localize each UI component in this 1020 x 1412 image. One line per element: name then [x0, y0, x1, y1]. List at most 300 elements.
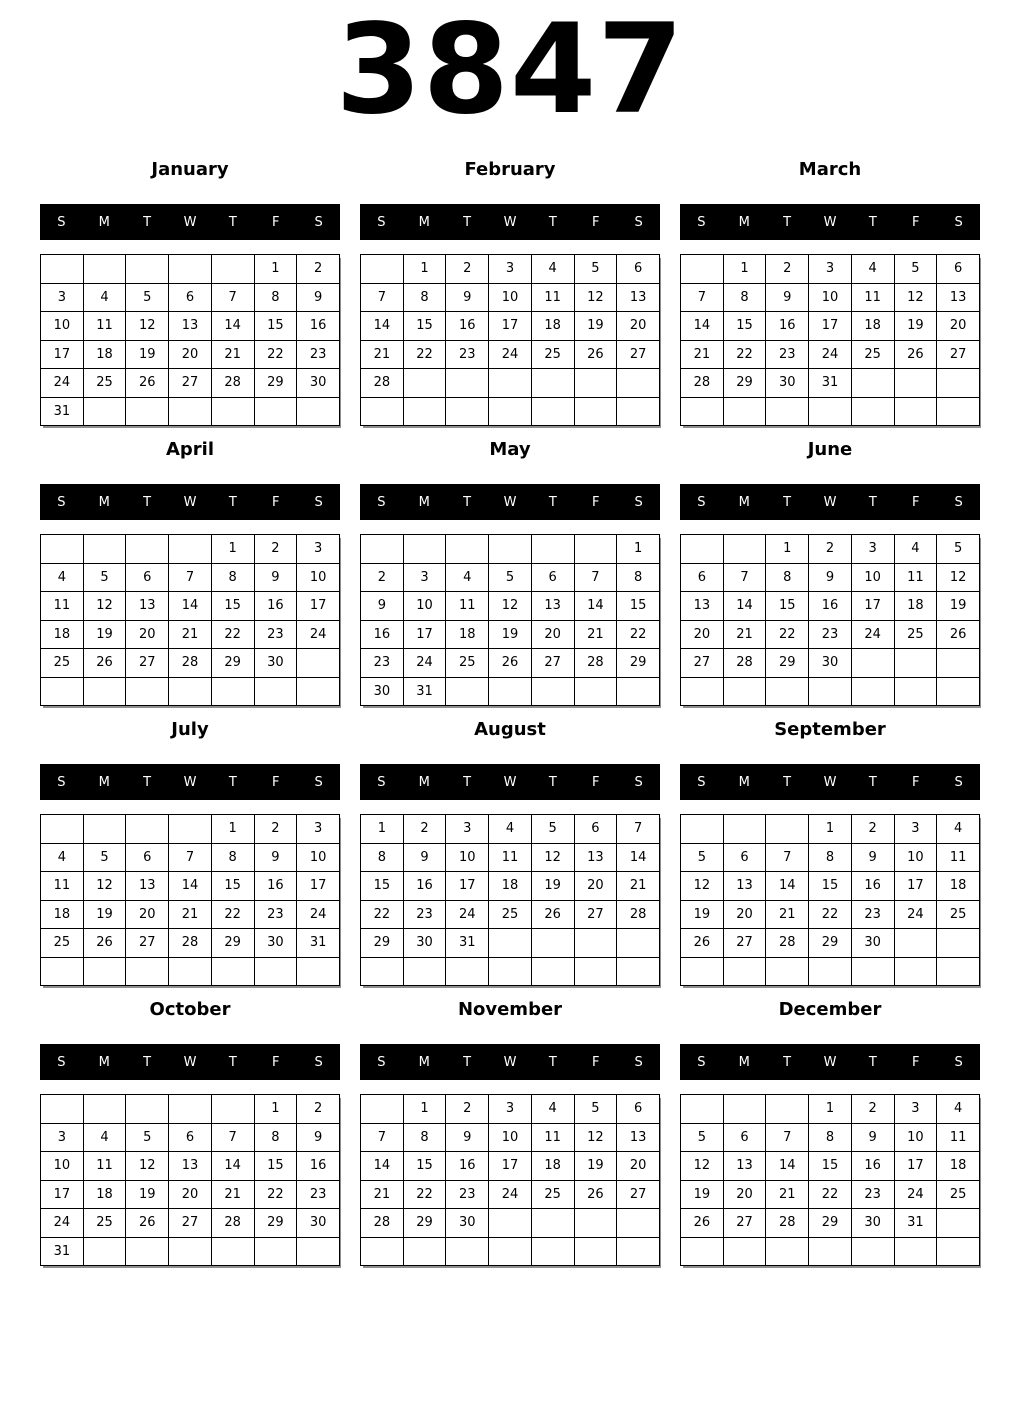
week-row	[361, 1123, 660, 1152]
empty-day-cell	[211, 957, 254, 986]
day-cell: 30	[766, 369, 809, 398]
week-row	[681, 1180, 980, 1209]
day-cell: 5	[83, 843, 126, 872]
day-cell: 31	[297, 929, 340, 958]
day-cell: 10	[894, 1123, 937, 1152]
day-of-week-label: S	[954, 774, 963, 790]
day-cell: 10	[403, 592, 446, 621]
day-cell: 1	[809, 815, 852, 844]
day-cell: 12	[894, 283, 937, 312]
day-cell: 4	[531, 255, 574, 284]
day-cell: 14	[766, 872, 809, 901]
day-cell: 18	[83, 1180, 126, 1209]
day-cell: 11	[937, 843, 980, 872]
day-cell: 13	[531, 592, 574, 621]
month-title: January	[151, 159, 229, 180]
day-cell: 14	[617, 843, 660, 872]
week-row	[361, 1209, 660, 1238]
month-title: April	[165, 439, 215, 460]
day-cell: 27	[169, 1209, 212, 1238]
day-cell: 10	[297, 843, 340, 872]
week-row	[681, 872, 980, 901]
day-cell: 2	[297, 255, 340, 284]
empty-day-cell	[681, 957, 724, 986]
day-cell: 17	[403, 620, 446, 649]
day-cell: 16	[254, 592, 297, 621]
empty-day-cell	[937, 929, 980, 958]
day-cell: 6	[723, 1123, 766, 1152]
day-of-week-label: F	[271, 494, 280, 510]
empty-day-cell	[574, 677, 617, 706]
day-cell: 10	[446, 843, 489, 872]
day-cell: 1	[766, 535, 809, 564]
empty-day-cell	[681, 535, 724, 564]
week-row	[41, 929, 340, 958]
day-cell: 20	[126, 620, 169, 649]
day-cell: 16	[809, 592, 852, 621]
day-cell: 27	[126, 649, 169, 678]
day-header-row	[40, 204, 340, 240]
empty-day-cell	[126, 255, 169, 284]
day-of-week-label: S	[377, 774, 386, 790]
day-cell: 23	[766, 340, 809, 369]
empty-day-cell	[489, 1237, 532, 1266]
day-cell: 5	[937, 535, 980, 564]
day-header-row	[40, 1044, 340, 1080]
day-header-row	[360, 764, 660, 800]
day-of-week-label: T	[783, 494, 792, 510]
month-title: August	[474, 719, 546, 740]
day-cell: 13	[681, 592, 724, 621]
empty-day-cell	[361, 1237, 404, 1266]
day-of-week-label: S	[314, 1054, 323, 1070]
day-cell: 8	[809, 1123, 852, 1152]
week-row	[361, 369, 660, 398]
empty-day-cell	[211, 1095, 254, 1124]
empty-day-cell	[894, 649, 937, 678]
empty-day-cell	[446, 369, 489, 398]
day-cell: 13	[126, 872, 169, 901]
day-header-row	[40, 764, 340, 800]
empty-day-cell	[489, 957, 532, 986]
day-cell: 25	[489, 900, 532, 929]
week-row	[361, 649, 660, 678]
day-cell: 5	[531, 815, 574, 844]
day-cell: 15	[211, 592, 254, 621]
day-of-week-label: M	[738, 774, 750, 790]
day-cell: 23	[297, 340, 340, 369]
empty-day-cell	[83, 397, 126, 426]
day-cell: 13	[126, 592, 169, 621]
day-cell: 23	[297, 1180, 340, 1209]
day-cell: 6	[617, 255, 660, 284]
empty-day-cell	[531, 1209, 574, 1238]
empty-day-cell	[894, 1237, 937, 1266]
day-cell: 26	[894, 340, 937, 369]
week-row	[41, 1095, 340, 1124]
empty-day-cell	[574, 1237, 617, 1266]
day-cell: 14	[169, 592, 212, 621]
day-of-week-label: F	[911, 494, 920, 510]
empty-day-cell	[403, 397, 446, 426]
day-cell: 5	[574, 1095, 617, 1124]
week-row	[41, 397, 340, 426]
empty-day-cell	[937, 957, 980, 986]
week-row	[41, 957, 340, 986]
day-cell: 13	[723, 872, 766, 901]
empty-day-cell	[489, 535, 532, 564]
day-header-row	[680, 204, 980, 240]
day-cell: 19	[126, 1180, 169, 1209]
day-cell: 6	[574, 815, 617, 844]
empty-day-cell	[41, 677, 84, 706]
day-of-week-label: S	[954, 494, 963, 510]
day-cell: 7	[723, 563, 766, 592]
week-row	[41, 340, 340, 369]
day-of-week-label: S	[314, 494, 323, 510]
empty-day-cell	[297, 1237, 340, 1266]
day-cell: 15	[723, 312, 766, 341]
day-cell: 27	[617, 340, 660, 369]
day-of-week-label: T	[463, 494, 472, 510]
week-row	[681, 1123, 980, 1152]
empty-day-cell	[851, 957, 894, 986]
day-cell: 3	[489, 255, 532, 284]
day-cell: 5	[681, 843, 724, 872]
day-of-week-label: W	[823, 494, 837, 510]
week-row	[361, 929, 660, 958]
day-cell: 7	[681, 283, 724, 312]
day-cell: 14	[723, 592, 766, 621]
day-of-week-label: T	[463, 774, 472, 790]
day-header-row	[360, 1044, 660, 1080]
day-cell: 16	[446, 1152, 489, 1181]
empty-day-cell	[937, 649, 980, 678]
month-title: September	[774, 719, 886, 740]
empty-day-cell	[937, 397, 980, 426]
day-cell: 3	[489, 1095, 532, 1124]
day-cell: 4	[83, 1123, 126, 1152]
day-cell: 3	[41, 1123, 84, 1152]
day-cell: 2	[446, 1095, 489, 1124]
day-cell: 3	[809, 255, 852, 284]
day-cell: 3	[297, 535, 340, 564]
day-of-week-label: W	[183, 494, 197, 510]
day-of-week-label: T	[868, 1054, 877, 1070]
day-cell: 20	[169, 340, 212, 369]
day-of-week-label: S	[634, 774, 643, 790]
day-cell: 9	[851, 1123, 894, 1152]
day-cell: 5	[574, 255, 617, 284]
day-cell: 21	[169, 620, 212, 649]
day-header-row	[40, 484, 340, 520]
day-of-week-label: T	[228, 494, 237, 510]
day-cell: 26	[681, 929, 724, 958]
day-of-week-label: S	[377, 494, 386, 510]
day-cell: 27	[723, 929, 766, 958]
day-cell: 7	[574, 563, 617, 592]
day-of-week-label: M	[418, 774, 430, 790]
week-row	[41, 677, 340, 706]
week-row	[681, 649, 980, 678]
day-cell: 11	[446, 592, 489, 621]
day-cell: 2	[403, 815, 446, 844]
empty-day-cell	[851, 649, 894, 678]
day-cell: 14	[211, 312, 254, 341]
day-cell: 21	[211, 1180, 254, 1209]
day-cell: 26	[681, 1209, 724, 1238]
day-of-week-label: M	[418, 494, 430, 510]
day-cell: 16	[446, 312, 489, 341]
day-cell: 16	[403, 872, 446, 901]
empty-day-cell	[297, 957, 340, 986]
day-cell: 28	[766, 929, 809, 958]
empty-day-cell	[681, 677, 724, 706]
day-cell: 27	[723, 1209, 766, 1238]
empty-day-cell	[126, 957, 169, 986]
empty-day-cell	[446, 397, 489, 426]
empty-day-cell	[937, 677, 980, 706]
day-cell: 15	[809, 1152, 852, 1181]
day-cell: 20	[169, 1180, 212, 1209]
week-row	[361, 397, 660, 426]
month-title: July	[171, 719, 209, 740]
day-cell: 22	[211, 900, 254, 929]
week-row	[41, 563, 340, 592]
empty-day-cell	[723, 1237, 766, 1266]
day-cell: 20	[723, 900, 766, 929]
day-of-week-label: T	[228, 774, 237, 790]
day-cell: 29	[211, 929, 254, 958]
day-cell: 14	[361, 312, 404, 341]
empty-day-cell	[531, 535, 574, 564]
day-cell: 30	[297, 1209, 340, 1238]
month-block	[360, 710, 660, 986]
day-cell: 13	[937, 283, 980, 312]
day-of-week-label: W	[823, 214, 837, 230]
day-of-week-label: S	[57, 214, 66, 230]
month-block	[680, 990, 980, 1266]
day-cell: 18	[489, 872, 532, 901]
week-row	[41, 255, 340, 284]
day-of-week-label: T	[143, 1054, 152, 1070]
day-of-week-label: S	[634, 214, 643, 230]
day-cell: 2	[809, 535, 852, 564]
day-cell: 17	[809, 312, 852, 341]
day-cell: 11	[41, 592, 84, 621]
day-cell: 9	[254, 563, 297, 592]
week-row	[681, 1095, 980, 1124]
empty-day-cell	[297, 397, 340, 426]
day-cell: 22	[809, 1180, 852, 1209]
week-row	[681, 815, 980, 844]
day-cell: 10	[297, 563, 340, 592]
empty-day-cell	[126, 1237, 169, 1266]
day-cell: 24	[446, 900, 489, 929]
day-cell: 10	[41, 312, 84, 341]
day-cell: 26	[574, 340, 617, 369]
day-cell: 7	[766, 1123, 809, 1152]
week-row	[361, 255, 660, 284]
day-cell: 8	[211, 843, 254, 872]
day-cell: 2	[361, 563, 404, 592]
week-row	[41, 1180, 340, 1209]
day-cell: 30	[809, 649, 852, 678]
empty-day-cell	[361, 1095, 404, 1124]
day-of-week-label: T	[228, 1054, 237, 1070]
empty-day-cell	[617, 677, 660, 706]
empty-day-cell	[617, 1209, 660, 1238]
week-row	[41, 900, 340, 929]
day-cell: 8	[723, 283, 766, 312]
day-of-week-label: T	[868, 214, 877, 230]
day-cell: 12	[126, 312, 169, 341]
day-cell: 8	[766, 563, 809, 592]
year-title: 3847	[335, 0, 685, 142]
month-grid	[360, 534, 660, 706]
week-row	[681, 1237, 980, 1266]
day-cell: 20	[531, 620, 574, 649]
empty-day-cell	[211, 1237, 254, 1266]
empty-day-cell	[169, 815, 212, 844]
day-cell: 18	[531, 1152, 574, 1181]
day-cell: 3	[41, 283, 84, 312]
empty-day-cell	[361, 535, 404, 564]
month-block	[360, 990, 660, 1266]
month-grid	[680, 534, 980, 706]
day-cell: 11	[41, 872, 84, 901]
day-of-week-label: M	[98, 774, 110, 790]
day-cell: 27	[937, 340, 980, 369]
day-cell: 20	[617, 1152, 660, 1181]
day-cell: 29	[403, 1209, 446, 1238]
day-cell: 15	[403, 312, 446, 341]
empty-day-cell	[83, 957, 126, 986]
day-of-week-label: T	[548, 494, 557, 510]
day-cell: 24	[489, 340, 532, 369]
day-cell: 7	[361, 283, 404, 312]
day-cell: 7	[617, 815, 660, 844]
day-cell: 3	[446, 815, 489, 844]
day-cell: 29	[809, 1209, 852, 1238]
day-cell: 19	[126, 340, 169, 369]
month-block	[40, 430, 340, 706]
day-cell: 28	[766, 1209, 809, 1238]
empty-day-cell	[489, 677, 532, 706]
day-cell: 15	[403, 1152, 446, 1181]
week-row	[681, 929, 980, 958]
day-cell: 8	[254, 1123, 297, 1152]
empty-day-cell	[83, 1095, 126, 1124]
day-of-week-label: S	[634, 1054, 643, 1070]
empty-day-cell	[211, 677, 254, 706]
day-cell: 7	[169, 563, 212, 592]
empty-day-cell	[254, 1237, 297, 1266]
month-title: October	[149, 999, 231, 1020]
week-row	[361, 957, 660, 986]
day-of-week-label: T	[463, 1054, 472, 1070]
month-block	[360, 150, 660, 426]
day-cell: 4	[851, 255, 894, 284]
day-cell: 22	[254, 1180, 297, 1209]
day-cell: 27	[126, 929, 169, 958]
week-row	[361, 563, 660, 592]
day-cell: 21	[211, 340, 254, 369]
empty-day-cell	[446, 677, 489, 706]
day-cell: 17	[489, 312, 532, 341]
empty-day-cell	[169, 677, 212, 706]
empty-day-cell	[403, 1237, 446, 1266]
empty-day-cell	[83, 255, 126, 284]
day-cell: 24	[894, 900, 937, 929]
month-grid	[40, 1094, 340, 1266]
day-cell: 6	[126, 843, 169, 872]
day-cell: 9	[851, 843, 894, 872]
empty-day-cell	[937, 1237, 980, 1266]
week-row	[361, 843, 660, 872]
day-of-week-label: T	[548, 214, 557, 230]
day-cell: 8	[211, 563, 254, 592]
empty-day-cell	[574, 929, 617, 958]
empty-day-cell	[254, 677, 297, 706]
day-cell: 21	[723, 620, 766, 649]
empty-day-cell	[766, 1237, 809, 1266]
day-cell: 23	[809, 620, 852, 649]
day-of-week-label: W	[503, 774, 517, 790]
day-cell: 4	[41, 563, 84, 592]
empty-day-cell	[766, 397, 809, 426]
empty-day-cell	[681, 1237, 724, 1266]
empty-day-cell	[937, 1209, 980, 1238]
week-row	[681, 620, 980, 649]
day-cell: 12	[574, 1123, 617, 1152]
day-of-week-label: S	[634, 494, 643, 510]
day-cell: 9	[297, 1123, 340, 1152]
day-cell: 24	[41, 1209, 84, 1238]
day-cell: 12	[83, 592, 126, 621]
day-header-row	[680, 484, 980, 520]
day-of-week-label: F	[591, 494, 600, 510]
day-cell: 18	[894, 592, 937, 621]
day-of-week-label: W	[183, 1054, 197, 1070]
day-cell: 25	[937, 900, 980, 929]
day-cell: 30	[446, 1209, 489, 1238]
day-cell: 16	[297, 1152, 340, 1181]
day-cell: 25	[41, 929, 84, 958]
month-block	[40, 710, 340, 986]
empty-day-cell	[297, 677, 340, 706]
day-of-week-label: T	[548, 774, 557, 790]
day-cell: 20	[126, 900, 169, 929]
empty-day-cell	[126, 397, 169, 426]
empty-day-cell	[617, 397, 660, 426]
day-cell: 2	[851, 1095, 894, 1124]
day-of-week-label: T	[783, 1054, 792, 1070]
empty-day-cell	[574, 535, 617, 564]
day-cell: 15	[766, 592, 809, 621]
month-block	[680, 430, 980, 706]
empty-day-cell	[531, 369, 574, 398]
day-of-week-label: F	[911, 1054, 920, 1070]
day-cell: 9	[809, 563, 852, 592]
week-row	[681, 397, 980, 426]
day-cell: 25	[83, 369, 126, 398]
day-cell: 14	[681, 312, 724, 341]
empty-day-cell	[83, 535, 126, 564]
day-cell: 20	[723, 1180, 766, 1209]
day-cell: 16	[254, 872, 297, 901]
empty-day-cell	[809, 957, 852, 986]
